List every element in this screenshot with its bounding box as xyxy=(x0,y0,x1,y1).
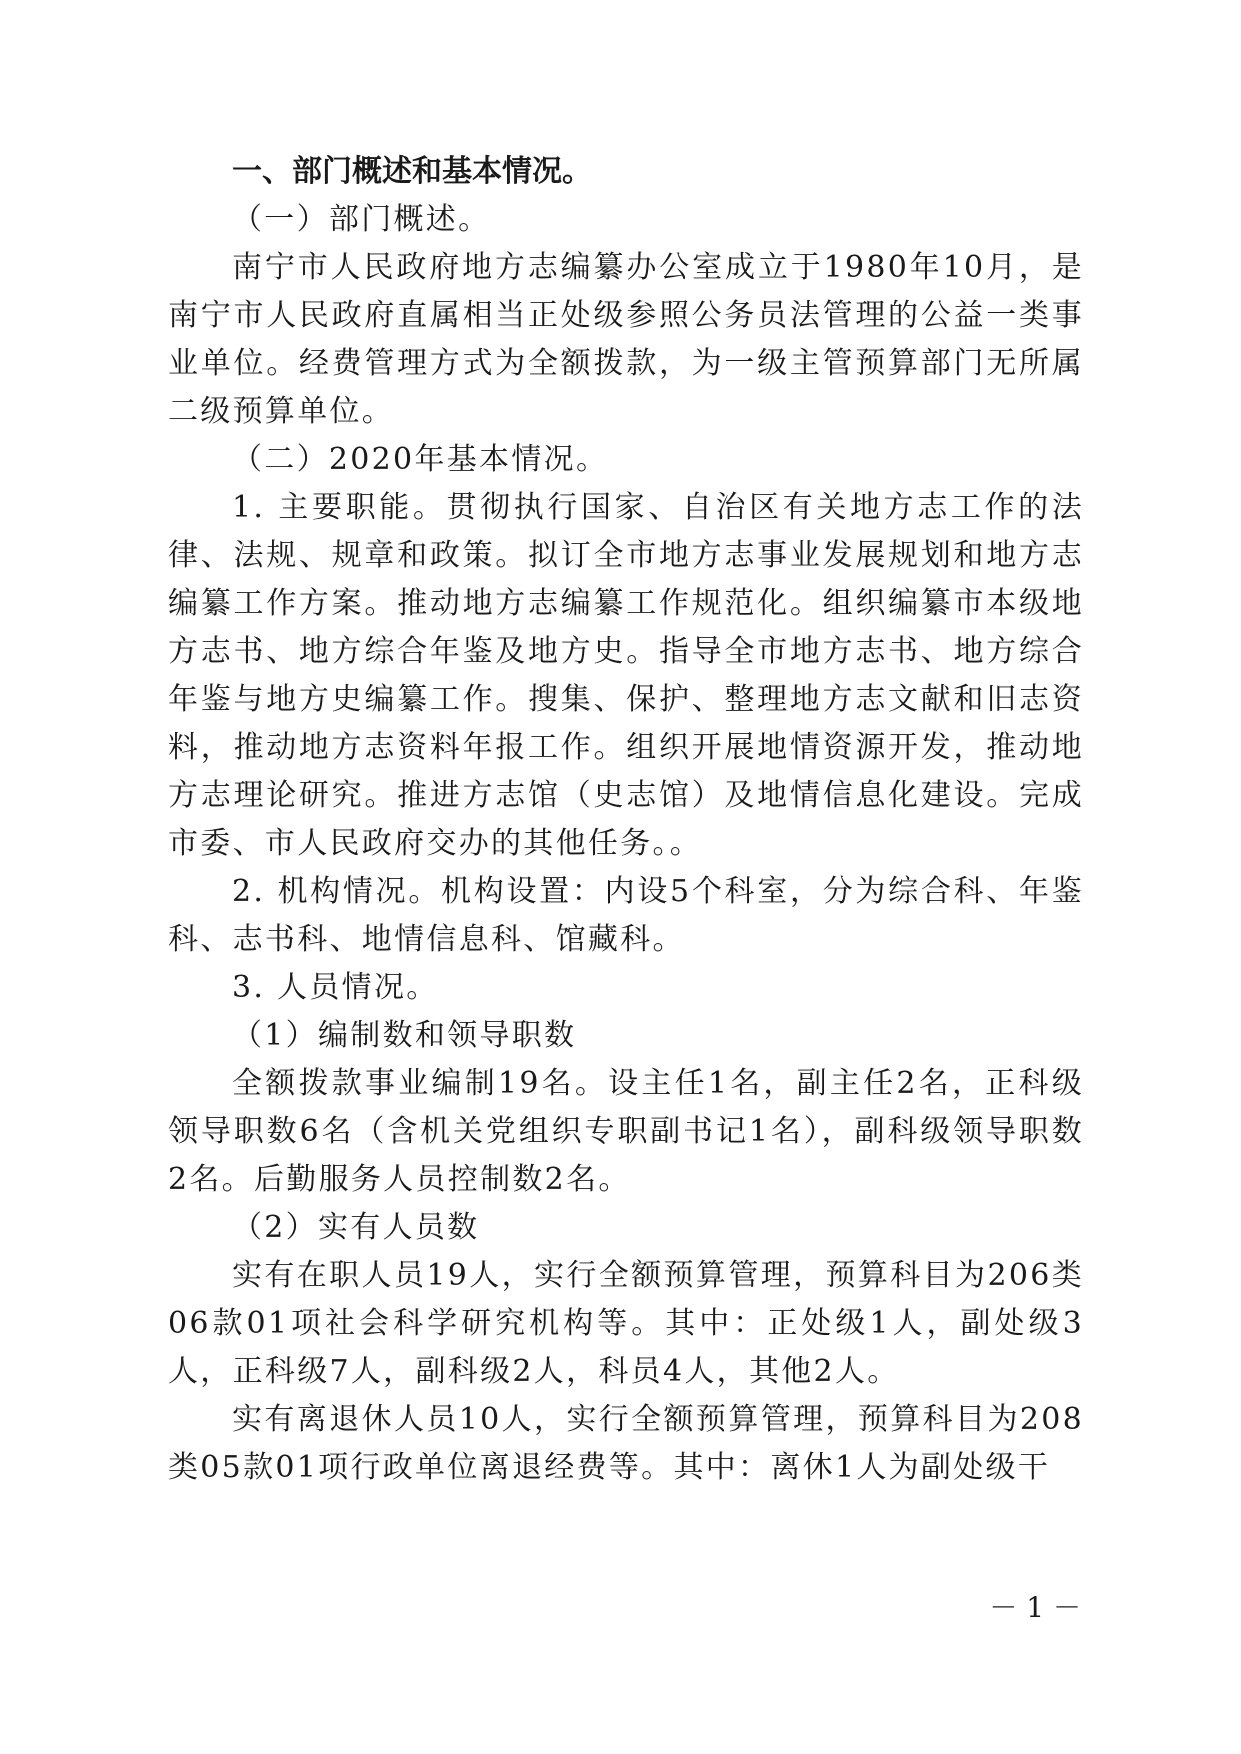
actual-staff-title: （2）实有人员数 xyxy=(232,1210,480,1245)
section1-title: （一）部门概述。 xyxy=(232,202,491,237)
main-heading: 一、部门概述和基本情况。 xyxy=(232,154,592,189)
active-staff-paragraph: 实有在职人员19人，实行全额预算管理，预算科目为206类06款01项社会科学研究机构等。其中：正处级1人，副处级3人，正科级7人，副科级2人，科员4人，其他2人。 xyxy=(168,1258,1084,1389)
retired-staff-paragraph: 实有离退休人员10人，实行全额预算管理，预算科目为208类05款01项行政单位离退经费等。其中：离休1人为副处级干 xyxy=(168,1402,1084,1485)
functions-paragraph: 1. 主要职能。贯彻执行国家、自治区有关地方志工作的法律、法规、规章和政策。拟订全市地方志事业发展规划和地方志编纂工作方案。推动地方志编纂工作规范化。组织编纂市本级地方志书、地方综合年鉴及地方史。指导全市地方志书、地方综合年鉴与地方史编纂工作。搜集、保护、整理地方志文献和旧志资料，推动地方志资料年报工作。组织开展地情资源开发，推动地方志理论研究。推进方志馆（史志馆）及地情信息化建设。完成市委、市人民政府交办的其他任务。。 xyxy=(168,490,1084,861)
organization-paragraph: 2. 机构情况。机构设置：内设5个科室，分为综合科、年鉴科、志书科、地情信息科、馆藏科。 xyxy=(168,874,1084,957)
staffing-paragraph: 全额拨款事业编制19名。设主任1名，副主任2名，正科级领导职数6名（含机关党组织专职副书记1名），副科级领导职数2名。后勤服务人员控制数2名。 xyxy=(168,1066,1084,1197)
section1-paragraph: 南宁市人民政府地方志编纂办公室成立于1980年10月，是南宁市人民政府直属相当正处级参照公务员法管理的公益一类事业单位。经费管理方式为全额拨款，为一级主管预算部门无所属二级预算单位。 xyxy=(168,250,1084,429)
section2-title: （二）2020年基本情况。 xyxy=(232,442,609,477)
page-number: － 1 － xyxy=(989,1591,1081,1624)
staffing-title: （1）编制数和领导职数 xyxy=(232,1018,577,1053)
personnel-title: 3. 人员情况。 xyxy=(232,970,439,1005)
